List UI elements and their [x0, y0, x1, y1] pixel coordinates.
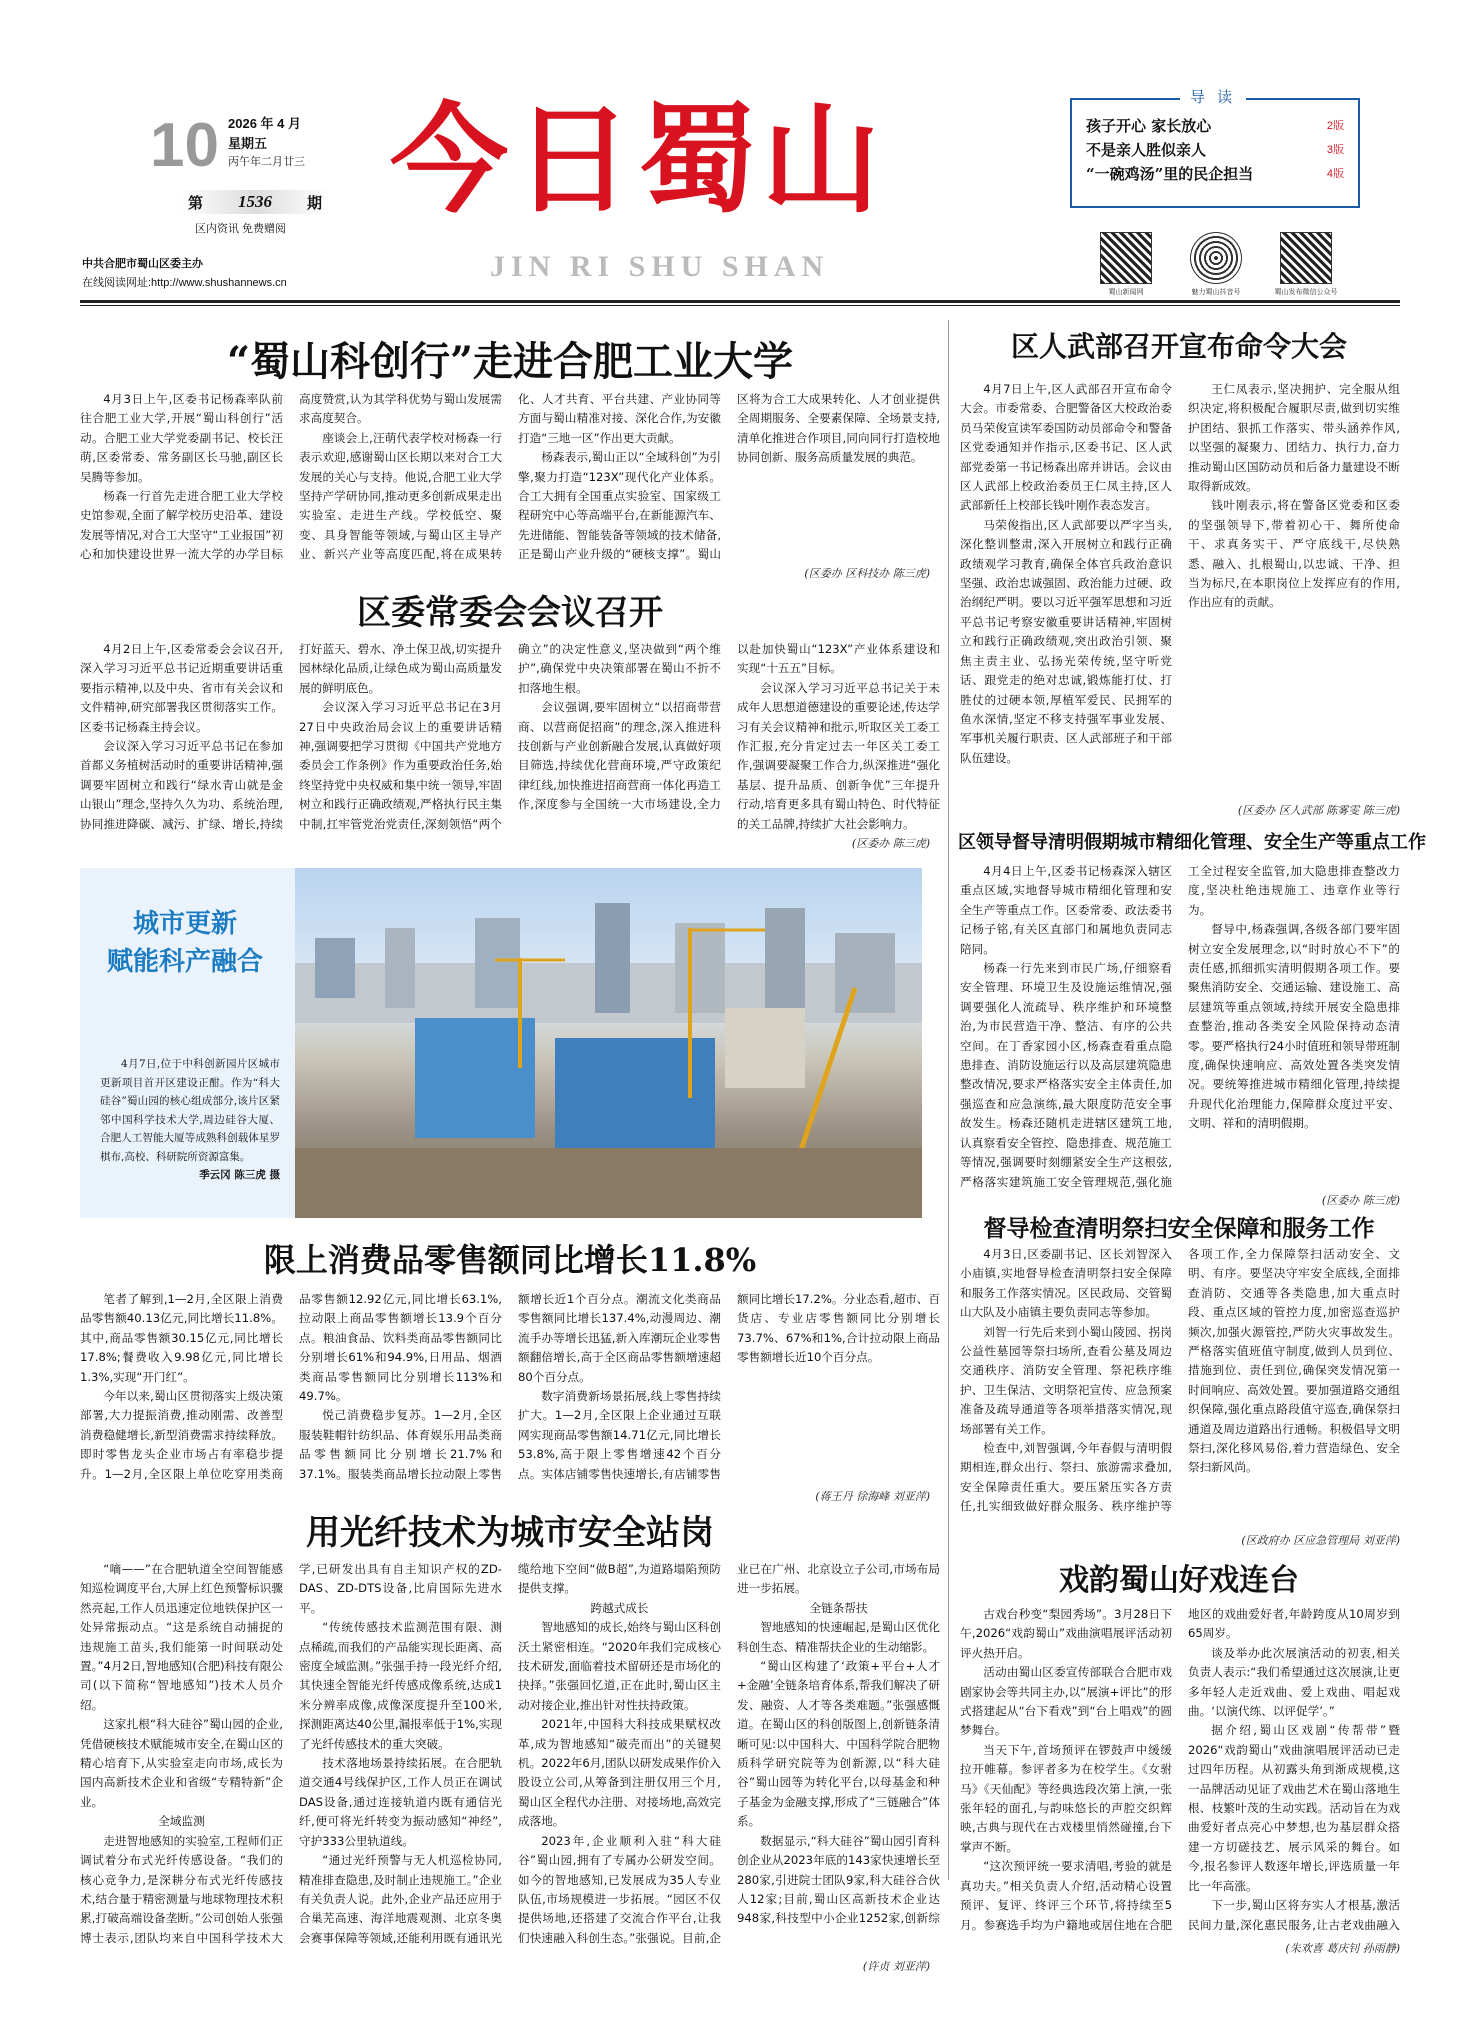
photo-credit: 季云冈 陈三虎 摄 — [199, 1169, 280, 1181]
paragraph: “嘀——”在合肥轨道全空间智能感知巡检调度平台,大屏上红色预警标识骤然亮起,工作人员迅速定位地铁保护区一处异常振动点。“这是系统自动捕捉的违规施工苗头,我们能第一时间联动处置。”4月2日,智地感知(合肥)科技有限公司(以下简称“智地感知”)技术人员介绍。 — [80, 1562, 283, 1712]
headline-a4: 区领导督导清明假期城市精细化管理、安全生产等重点工作 — [958, 832, 1426, 853]
paragraph: 2021年,中国科大科技成果赋权改革,成为智地感知“破壳而出”的关键契机。2022年6月,团队以研发成果作价入股设立公司,从筹备到注册仅用三个月,蜀山区全程代办注册、对接场地,高效完成落地。 — [518, 1717, 721, 1829]
photo-headline-line: 赋能科产融合 — [106, 947, 263, 977]
paragraph: 4月2日上午,区委常委会会议召开,深入学习习近平总书记近期重要讲话重要指示精神,以及中央、省市有关会议和文件精神,研究部署我区贯彻落实工作。区委书记杨森主持会议。 — [80, 642, 283, 734]
paragraph: 王仁凤表示,坚决拥护、完全服从组织决定,将积极配合履职尽责,做到切实维护团结、狠抓工作落实、带头涵养作风,以坚强的凝聚力、团结力、执行力,奋力推动蜀山区国防动员和后备力量建设不断取得新成效。 — [1188, 382, 1400, 494]
photo-headline — [90, 905, 280, 981]
byline-a6: (蒋王丹 徐海峰 刘亚萍) — [815, 1490, 930, 1503]
paragraph: 杨森一行首先走进合肥工业大学校史馆参观,全面了解学校历史沿革、建设发展等情况,对合工大坚守“工业报国”初心和加快建设世界一流大学的办学目标高度赞赏,认为其学科优势与蜀山发展需求高度契合。 — [80, 392, 502, 562]
photo-headline-line: 城市更新 — [132, 909, 237, 939]
byline-a2: (区委办 区人武部 陈雾雯 陈三虎) — [1237, 804, 1400, 817]
subheading: 全链条帮扶 — [809, 1600, 868, 1615]
paragraph: 4月7日上午,区人武部召开宣布命令大会。市委常委、合肥警备区大校政治委员马荣俊宣读军委国防动员部命令和警备区党委通知并作指示,区委书记、区人武部党委第一书记杨森出席并讲话。会议由区人武部上校政治委员王仁凤主持,区人武部新任上校部长钱叶刚作表态发言。 — [960, 382, 1172, 513]
paragraph: 检查中,刘智强调,今年春假与清明假期相连,群众出行、祭扫、旅游需求叠加,安全保障责任重大。要压紧压实各方责任,扎实细致做好群众服务、秩序维护等各项工作,全力保障祭扫活动安全、文明、有序。要坚决守牢安全底线,全面排查消防、交通等各类隐患,加大重点时段、重点区域的管控力度,加密巡查巡护频次,加强火源管控,严防火灾事故发生。严格落实值班值守制度,做到人员到位、措施到位、责任到位,确保突发情况第一时间响应、高效处置。要加强道路交通组织保障,强化重点路段值守巡查,确保祭扫通道及周边道路出行通畅。积极倡导文明祭扫,深化移风易俗,着力营造绿色、安全祭扫新风尚。 — [960, 1247, 1400, 1514]
paragraph: 古戏台秒变“梨园秀场”。3月28日下午,2026“戏韵蜀山”戏曲演唱展评活动初评火热开启。 — [960, 1607, 1172, 1660]
guide-item-title: “一碗鸡汤”里的民企担当 — [1086, 165, 1254, 183]
paragraph: 据介绍,蜀山区戏剧“传帮带”暨2026“戏韵蜀山”戏曲演唱展评活动已走过四年历程。从初露头角到渐成规模,这一品牌活动见证了戏曲艺术在蜀山落地生根、枝繁叶茂的生动实践。活动旨在为戏曲爱好者点亮心中梦想,也为基层群众搭建一方切磋技艺、展示风采的舞台。如今,报名参评人数逐年增长,评选质量一年比一年高涨。 — [1188, 1723, 1400, 1893]
paragraph: “蜀山区构建了‘政策+平台+人才+金融’全链条培育体系,帮我们解决了研发、融资、人才等各类难题。”张强感慨道。在蜀山区的科创版图上,创新链条清晰可见:以中国科大、中国科学院合肥物质科学研究院等为创新源,以“科大硅谷”蜀山园等为转化平台,以母基金和种子基金为金融支撑,形成了“三链融合”体系。 — [737, 1659, 940, 1829]
paragraph: 这家扎根“科大硅谷”蜀山园的企业,凭借硬核技术赋能城市安全,在蜀山区的精心培育下,从实验室走向市场,成长为国内高新技术企业和省级“专精特新”企业。 — [80, 1717, 283, 1809]
guide-item[interactable] — [1072, 162, 1358, 186]
paragraph: 智地感知的成长,始终与蜀山区科创沃土紧密相连。“2020年我们完成核心技术研发,面临着技术留研还是市场化的抉择。”张强回忆道,正在此时,蜀山区主动对接企业,推出针对性扶持政策。 — [518, 1620, 721, 1712]
paragraph: 4月4日上午,区委书记杨森深入辖区重点区域,实地督导城市精细化管理和安全生产等重点工作。区委常委、政法委书记杨子铭,有关区直部门和属地负责同志陪同。 — [960, 864, 1172, 956]
guide-item[interactable] — [1072, 138, 1358, 162]
headline-a8: 戏韵蜀山好戏连台 — [1059, 1563, 1299, 1598]
paragraph: 智地感知的快速崛起,是蜀山区优化科创生态、精准帮扶企业的生动缩影。 — [737, 1620, 940, 1654]
guide-item-page: 4版 — [1326, 168, 1344, 180]
qr-code-icon — [1280, 232, 1332, 284]
paragraph: 走进智地感知的实验室,工程师们正调试着分布式光纤传感设备。“我们的核心竞争力,是深耕分布式光纤传感技术,结合量于精密测量与地球物理技术积累,打破高端设备垄断。”公司创始人张强博士表示,团队均来自中国科学技术大学,已研发出具有自主知识产权的ZD-DAS、ZD-DTS设备,比肩国际先进水平。 — [80, 1562, 502, 1945]
paragraph: 数据显示,“科大硅谷”蜀山园引育科创企业从2023年底的143家快速增长至280家,引进院士团队9家,科大硅谷合伙人12家;目前,蜀山区高新技术企业达948家,科技型中小企业1252家,创新综 — [737, 1833, 940, 1926]
paragraph: 4月3日,区委副书记、区长刘智深入小庙镇,实地督导检查清明祭扫安全保障和服务工作落实情况。区民政局、交管蜀山大队及小庙镇主要负责同志等参加。 — [960, 1247, 1172, 1320]
paragraph: 笔者了解到,1—2月,全区限上消费品零售额40.13亿元,同比增长11.8%。其中,商品零售额30.15亿元,同比增长17.8%;餐费收入9.98亿元,同比增长1.3%,实现“开门红”。 — [80, 1292, 283, 1384]
qr-block[interactable] — [1190, 232, 1256, 297]
paragraph: 督导中,杨森强调,各级各部门要牢固树立安全发展理念,以“时时放心不下”的责任感,抓细抓实清明假期各项工作。要聚焦消防安全、交通运输、建设施工、高层建筑等重点领域,持续开展安全隐患排查整治,推动各类安全风险保持动态清零。要严格执行24小时值班和领导带班制度,确保快速响应、高效处置各类突发情况。要统筹推进城市精细化管理,持续提升现代化治理能力,保障群众度过平安、文明、祥和的清明假期。 — [1188, 922, 1400, 1131]
qr-label: 蜀山新闻网 — [1108, 289, 1144, 296]
paragraph: 悦己消费稳步复苏。1—2月,全区服装鞋帽针纺织品、体育娱乐用品类商品零售额同比分别增长21.7%和37.1%。服装类商品增长拉动限上零售额增长近1个百分点。潮流文化类商品零售额同比增长137.4%,动漫周边、潮流手办等增长迅猛,新入库潮玩企业零售额翻倍增长,高于全区商品零售额增速超80个百分点。 — [299, 1292, 721, 1481]
masthead-rule — [80, 300, 1400, 303]
free-note: 区内资讯 免费赠阅 — [195, 223, 287, 235]
byline-a5: (区政府办 区应急管理局 刘亚萍) — [1241, 1534, 1400, 1547]
photo-caption — [100, 1055, 280, 1185]
caption-text: 4月7日,位于中科创新园片区城市更新项目首开区建设正酣。作为“科大硅谷”蜀山园的核心组成部分,该片区紧邻中国科学技术大学,周边硅谷大厦、合肥人工智能大厦等成熟科创载体星罗棋布,高校、科研院所资源富集。 — [100, 1058, 280, 1163]
weekday: 星期五 — [228, 136, 268, 151]
qr-code-icon — [1100, 232, 1152, 284]
paragraph: 会议深入学习习近平总书记在参加首都义务植树活动时的重要讲话精神,强调要牢固树立和践行“绿水青山就是金山银山”理念,坚持久久为功、系统治理,协同推进降碳、减污、扩绿、增长,持续打好蓝天、碧水、净土保卫战,切实提升园林绿化品质,让绿色成为蜀山高质量发展的鲜明底色。 — [80, 642, 502, 831]
paragraph: 数字消费新场景拓展,线上零售持续扩大。1—2月,全区限上企业通过互联网实现商品零售额14.71亿元,同比增长53.8%,高于限上零售增速42个百分点。实体店铺零售快速增长,有店铺零售额同比增长17.2%。分业态看,超市、百货店、专业店零售额同比分别增长73.7%、67%和1%,合计拉动限上商品零售额增长近10个百分点。 — [518, 1292, 940, 1481]
guide-item-title: 不是亲人胜似亲人 — [1086, 141, 1207, 159]
byline-a7: (许贞 刘亚萍) — [862, 1960, 930, 1973]
headline-a5: 督导检查清明祭扫安全保障和服务工作 — [983, 1216, 1375, 1242]
article-a3 — [80, 640, 940, 835]
website-url[interactable]: 在线阅读网址:http://www.shushannews.cn — [82, 277, 287, 289]
paragraph: 马荣俊指出,区人武部要以严字当头,深化整训整肃,深入开展树立和践行正确政绩观学习教育,确保全体官兵政治意识坚强、政治忠诚强固、政治能力过硬、政治纲纪严明。要以习近平强军思想和习近平总书记考察安徽重要讲话精神,牢固树立和践行正确政绩观,突出政治引领、聚焦主责主业、弘扬光荣传统,坚守听党话、跟党走的绝对忠诚,锻炼能打仗、打胜仗的过硬本领,厚植军爱民、民拥军的鱼水深情,坚定不移支持强军事业发展、军事机关履行职责、区人武部班子和干部队伍建设。 — [960, 517, 1172, 765]
headline-a7: 用光纤技术为城市安全站岗 — [306, 1513, 714, 1553]
article-a7 — [80, 1560, 940, 1955]
day-number: 10 — [150, 111, 219, 180]
paragraph: 2023年,企业顺利入驻“科大硅谷”蜀山园,拥有了专属办公研发空间。如今的智地感知,已发展成为35人专业队伍,市场规模进一步拓展。“园区不仅提供场地,还搭建了交流合作平台,让我们快速融入科创生态。”张强说。目前,企业已在广州、北京设立子公司,市场布局进一步拓展。 — [518, 1562, 940, 1945]
article-a4 — [960, 862, 1400, 1192]
paragraph: 谈及举办此次展演活动的初衷,相关负责人表示:“我们希望通过这次展演,让更多年轻人走近戏曲、爱上戏曲、唱起戏曲。‘以演代练、以评促学’。” — [1188, 1645, 1400, 1719]
qr-block[interactable] — [1100, 232, 1166, 297]
construction-site-photo — [295, 868, 922, 1218]
paragraph: 4月3日上午,区委书记杨森率队前往合肥工业大学,开展“蜀山科创行”活动。合肥工业大学党委副书记、校长汪萌,区委常委、常务副区长马驰,副区长吴腾等参加。 — [80, 392, 283, 484]
article-a2 — [960, 380, 1400, 800]
paragraph: “通过光纤预警与无人机巡检协同,精准排查隐患,及时制止违规施工。”企业有关负责人说。此外,企业产品还应用于合巢芜高速、海洋地震观测、北京冬奥会赛事保障等领域,还能利用既有通讯光缆给地下空间“做B超”,为道路塌陷预防提供支撑。 — [299, 1562, 721, 1945]
byline-a3: (区委办 陈三虎) — [851, 837, 930, 850]
year-month: 2026 年 4 月 — [228, 116, 301, 131]
subheading: 全域监测 — [158, 1814, 205, 1829]
lunar-date: 丙午年二月廿三 — [228, 156, 305, 168]
article-a8 — [960, 1605, 1400, 1935]
paragraph: 技术落地场景持续拓展。在合肥轨道交通4号线保护区,工作人员正在调试DAS设备,通过连接轨道内既有通信光纤,便可将光纤转变为振动感知“神经”,守护333公里轨道线。 — [299, 1756, 502, 1848]
article-a5 — [960, 1245, 1400, 1530]
issue-number — [180, 190, 330, 214]
paragraph: 刘智一行先后来到小蜀山陵园、拐岗公益性墓园等祭扫场所,查看公墓及周边交通秩序、消防安全管理、祭祀秩序维护、卫生保洁、文明祭祀宣传、应急预案准备及疏导通道等各项举措落实情况,现场部署有关工作。 — [960, 1324, 1172, 1436]
paragraph: 杨森表示,蜀山正以“全域科创”为引擎,聚力打造“123X”现代化产业体系。合工大拥有全国重点实验室、国家级工程研究中心等高端平台,在新能源汽车、先进储能、智能装备等领域的技术储备,正是蜀山产业升级的“硬核支撑”。蜀山区将为合工大成果转化、人才创业提供全周期服务、全要素保障、全场景支持,清单化推进合作项目,同向同行打造校地协同创新、服务高质量发展的典范。 — [518, 392, 940, 562]
headline-a3: 区委常委会会议召开 — [357, 593, 663, 633]
paragraph: “这次预评统一要求清唱,考验的就是真功夫。”相关负责人介绍,活动精心设置预评、复评、终评三个环节,将持续至5月。参赛选手均为户籍地或居住地在合肥地区的戏曲爱好者,年龄跨度从10周岁到65周岁。 — [960, 1607, 1400, 1932]
qr-label: 蜀山发布微信公众号 — [1274, 289, 1338, 296]
column-divider — [948, 320, 949, 1880]
headline-a6: 限上消费品零售额同比增长11.8% — [263, 1241, 757, 1279]
headline-a1: “蜀山科创行”走进合肥工业大学 — [226, 338, 793, 385]
byline-a4: (区委办 陈三虎) — [1321, 1194, 1400, 1207]
newspaper-pinyin: JIN RI SHU SHAN — [490, 250, 830, 283]
paragraph: “传统传感技术监测范围有限、测点稀疏,而我们的产品能实现长距离、高密度全域监测。”张强手持一段光纤介绍,其快速全智能光纤传感成像系统,达成1米分辨率成像,成像深度提升至100米,探测距离达40公里,漏报率低于1%,实现了光纤传感技术的重大突破。 — [299, 1620, 502, 1751]
paragraph: 会议强调,要牢固树立“以招商带营商、以营商促招商”的理念,深入推进科技创新与产业创新融合发展,认真做好项目筛选,持续优化营商环境,严守政策纪律红线,加快推进招商营商一体化再造工作,深度参与全国统一大市场建设,全力以赴加快蜀山“123X”产业体系建设和实现“十五五”目标。 — [518, 642, 940, 812]
issue-value: 1536 — [238, 192, 272, 211]
issue-suffix: 期 — [306, 195, 322, 212]
guide-heading: 导 读 — [1180, 86, 1246, 107]
guide-item-page: 2版 — [1326, 120, 1344, 132]
paragraph: 座谈会上,汪萌代表学校对杨森一行表示欢迎,感谢蜀山区长期以来对合工大发展的关心与支持。他说,合肥工业大学坚持产学研协同,推动更多创新成果走出实验室、走进生产线。学校低空、聚变、具身智能等领域,与蜀山区主导产业、新兴产业等高度匹配,将在成果转化、人才共育、平台共建、产业协同等方面与蜀山精准对接、深化合作,为安徽打造“三地一区”作出更大贡献。 — [299, 392, 721, 562]
qr-block[interactable] — [1274, 232, 1346, 297]
paragraph: 钱叶刚表示,将在警备区党委和区委的坚强领导下,带着初心干、舞所使命干、求真务实干、严守底线干,尽快熟悉、融入、扎根蜀山,以忠诚、干净、担当为标尺,在本职岗位上发挥应有的作用,作出应有的贡献。 — [1188, 498, 1400, 610]
qr-label: 魅力蜀山抖音号 — [1191, 289, 1241, 296]
paragraph: 当天下午,首场预评在锣鼓声中缓缓拉开帷幕。参评者多为在校学生。《女驸马》《天仙配》等经典选段次第上演,一张张年轻的面孔,与韵味悠长的声腔交织辉映,古典与现代在古戏楼里悄然碰撞,台下掌声不断。 — [960, 1742, 1172, 1854]
paragraph: 活动由蜀山区委宣传部联合合肥市戏剧家协会等共同主办,以“展演+评比”的形式搭建起从“台下看戏”到“台上唱戏”的圆梦舞台。 — [960, 1665, 1172, 1738]
issue-prefix: 第 — [188, 195, 204, 212]
guide-item-page: 3版 — [1326, 144, 1344, 156]
subheading: 跨越式成长 — [590, 1600, 649, 1615]
article-a1 — [80, 390, 940, 565]
article-a6 — [80, 1290, 940, 1485]
guide-item[interactable] — [1072, 114, 1358, 138]
byline-a1: (区委办 区科技办 陈三虎) — [804, 567, 930, 580]
headline-a2: 区人武部召开宣布命令大会 — [1010, 330, 1347, 363]
organizer: 中共合肥市蜀山区委主办 — [82, 258, 203, 270]
paragraph: 会议深入学习习近平总书记在3月27日中央政治局会议上的重要讲话精神,强调要把学习贯彻《中国共产党地方委员会工作条例》作为重要政治任务,始终坚持党中央权威和集中统一领导,牢固树立和践行正确政绩观,严格执行民主集中制,扛牢管党治党责任,深刻领悟“两个确立”的决定性意义,坚决做到“两个维护”,确保党中央决策部署在蜀山不折不扣落地生根。 — [299, 642, 721, 831]
guide-item-title: 孩子开心 家长放心 — [1086, 117, 1212, 135]
city-skyline-illustration — [295, 868, 922, 1218]
paragraph: 今年以来,蜀山区贯彻落实上级决策部署,大力提振消费,推动刚需、改善型消费稳健增长,新型消费需求持续释放。即时零售龙头企业市场占有率稳步提升。1—2月,全区限上单位吃穿用类商品零售额12.92亿元,同比增长63.1%,拉动限上商品零售额增长13.9个百分点。粮油食品、饮料类商品零售额同比分别增长61%和94.9%,日用品、烟酒类商品零售额同比分别增长113%和49.7%。 — [80, 1292, 502, 1481]
douyin-qr-icon — [1190, 232, 1242, 284]
newspaper-title: 今日蜀山 — [390, 90, 887, 229]
paragraph: 下一步,蜀山区将夯实人才根基,激活民间力量,深化惠民服务,让古老戏曲融入 — [1188, 1898, 1400, 1932]
paragraph: 会议深入学习习近平总书记关于未成年人思想道德建设的重要论述,传达学习有关会议精神和批示,听取区关工委工作汇报,充分肯定过去一年区关工委工作,强调要凝聚工作合力,纵深推进“强化基层、提升品质、创新争优”三年提升行动,培育更多具有蜀山特色、时代特征的关工品牌,持续扩大社会影响力。 — [737, 680, 940, 831]
byline-a8: (朱欢喜 葛庆钊 孙雨静) — [1285, 1942, 1400, 1955]
paragraph: 杨森一行先来到市民广场,仔细察看安全管理、环境卫生及设施运维情况,强调要强化人流疏导、秩序维护和环境整治,为市民营造干净、整洁、有序的公共空间。在丁香家园小区,杨森查看重点隐患排查、消防设施运行以及高层建筑隐患整改情况,要求严格落实安全主体责任,加强巡查和应急演练,最大限度防范安全事故发生。杨森还随机走进辖区建筑工地,认真察看安全管控、隐患排查、规范施工等情况,强调要时刻绷紧安全生产这根弦,严格落实建筑施工安全管理规范,强化施工全过程安全监管,加大隐患排查整改力度,坚决杜绝违规施工、违章作业等行为。 — [960, 864, 1400, 1189]
masthead-rule-thin — [80, 305, 1400, 306]
guide-box — [1070, 98, 1360, 208]
